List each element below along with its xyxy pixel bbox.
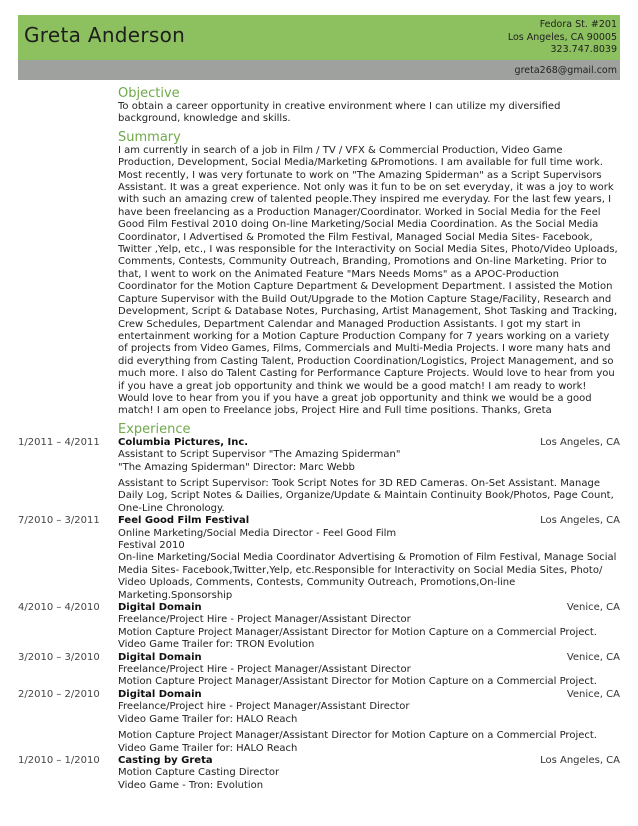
job-detail: Motion Capture Casting Director xyxy=(118,767,280,779)
job-company: Columbia Pictures, Inc. xyxy=(118,436,249,448)
job-location: Los Angeles, CA xyxy=(540,754,620,766)
job-company: Feel Good Film Festival xyxy=(118,515,250,527)
job-company: Digital Domain xyxy=(118,651,202,663)
job-company: Digital Domain xyxy=(118,602,202,614)
experience-entry xyxy=(18,688,620,755)
job-header xyxy=(118,437,620,449)
job-detail: Freelance/Project hire - Project Manager/Assistant Director xyxy=(118,701,410,713)
job-detail: On-line Marketing/Social Media Coordinator Advertising & Promotion of Film Festival, Manage Social Media Sites- Facebook,Twitter,Yelp, etc.Responsible for Interactivity on Social Media Sites, Photo/ Video Uploads, Comments, Contests, Community Outreach, Promotions,On-line Marketing.Sponsorship xyxy=(118,552,617,601)
job-detail: Festival 2010 xyxy=(118,540,185,551)
job-detail: "The Amazing Spiderman" Director: Marc Webb xyxy=(118,461,355,473)
resume-body xyxy=(18,86,620,792)
contact-email: greta268@gmail.com xyxy=(514,65,617,76)
address-phone: 323.747.8039 xyxy=(550,44,617,55)
address-city: Los Angeles, CA 90005 xyxy=(507,31,617,43)
job-location: Venice, CA xyxy=(566,602,620,614)
job-detail: Video Game - Tron: Evolution xyxy=(118,779,264,791)
job-dates: 7/2010 – 3/2011 xyxy=(18,515,100,527)
experience-heading: Experience xyxy=(118,421,191,437)
job-detail: Freelance/Project Hire - Project Manager/Assistant Director xyxy=(118,614,411,626)
job-header xyxy=(118,515,620,527)
job-dates: 2/2010 – 2/2010 xyxy=(18,688,100,700)
job-company: Digital Domain xyxy=(118,688,202,700)
job-detail: Freelance/Project Hire - Project Manager/Assistant Director xyxy=(118,664,411,676)
job-dates: 4/2010 – 4/2010 xyxy=(18,602,100,614)
job-detail: Assistant to Script Supervisor: Took Script Notes for 3D RED Cameras. On-Set Assistant. Manage Daily Log, Script Notes & Dailies, Organize/Update & Maintain Continuity Book/Photos, Page Count, One-Line Chronology. xyxy=(118,477,614,514)
job-detail: Motion Capture Project Manager/Assistant Director for Motion Capture on a Commercial Project. xyxy=(118,626,597,638)
contact-address xyxy=(508,19,617,57)
job-header xyxy=(118,652,620,664)
experience-list xyxy=(18,436,620,792)
header-bar xyxy=(18,15,620,60)
job-header xyxy=(118,755,620,767)
address-street: Fedora St. #201 xyxy=(539,19,617,30)
job-location: Los Angeles, CA xyxy=(540,515,620,527)
job-detail: Video Game Trailer for: TRON Evolution xyxy=(118,639,315,651)
job-detail: Online Marketing/Social Media Director - Feel Good Film xyxy=(118,527,397,539)
job-detail: Video Game Trailer for: HALO Reach xyxy=(118,742,298,754)
experience-entry xyxy=(18,436,620,515)
job-location: Venice, CA xyxy=(566,651,620,663)
objective-heading: Objective xyxy=(118,86,180,101)
job-header xyxy=(118,689,620,701)
job-location: Los Angeles, CA xyxy=(540,436,620,448)
summary-text: I am currently in search of a job in Film / TV / VFX & Commercial Production, Video Game Production, Development, Social Media/Marketing &Promotions. I am available for full time work. Most recently, I was very fortunate to work on "The Amazing Spiderman" as a Script Supervisors Assistant. It was a great experience. Not only was it fun to be on set everyday, it was a joy to work with such an amazing crew of talented people.They inspired me everyday. For the last few years, I have been freelancing as a Production Manager/Coordinator. Worked in Social Media for the Feel Good Film Festival 2010 doing On-line Marketing/Social Media Coordination. As the Social Media Coordinator, I Advertised & Promoted the Film Festival, Managed Social Media Sites- Facebook, Twitter ,Yelp, etc., I was responsible for the Interactivity on Social Media Sites, Photo/Video Uploads, Comments, Contests, Community Outreach, Branding, Promotions and On-line Marketing. Prior to that, I went to work on the Animated Feature "Mars Needs Moms" as a APOC-Production Coordinator for the Motion Capture Department & Development Department. I assisted the Motion Capture Supervisor with the Build Out/Upgrade to the Motion Capture Stage/Facility, Research and Development, Script & Database Notes, Purchasing, Artist Management, Shot Tasking and Tracking, Crew Schedules, Department Calendar and Managed Production Assistants. I got my start in entertainment working for a Motion Capture Production Company for 7 years working on a variety of projects from Video Games, Films, Commercials and Multi-Media Projects. I wore many hats and did everything from Casting Talent, Production Coordination/Logistics, Project Management, and so much more. I also do Talent Casting for Performance Capture Projects. Would love to hear from you if you have a great job opportunity and think we would be a good match! I am ready to work! Would love to hear from you if you have a great job opportunity and think we would be a good match! I am open to Freelance jobs, Project Hire and Full time positions. Thanks, Greta xyxy=(118,144,618,417)
job-dates: 3/2010 – 3/2010 xyxy=(18,651,100,663)
experience-entry xyxy=(18,754,620,792)
candidate-name: Greta Anderson xyxy=(24,23,186,47)
job-location: Venice, CA xyxy=(566,688,620,700)
experience-entry xyxy=(18,651,620,689)
job-detail: Video Game Trailer for: HALO Reach xyxy=(118,713,298,725)
job-detail: Motion Capture Project Manager/Assistant Director for Motion Capture on a Commercial Project. xyxy=(118,730,597,742)
job-dates: 1/2011 – 4/2011 xyxy=(18,436,100,448)
job-detail: Assistant to Script Supervisor "The Amazing Spiderman" xyxy=(118,449,401,461)
email-bar xyxy=(18,60,620,80)
objective-text: To obtain a career opportunity in creative environment where I can utilize my diversified background, knowledge and skills. xyxy=(118,101,561,125)
job-detail: Motion Capture Project Manager/Assistant Director for Motion Capture on a Commercial Project. xyxy=(118,676,597,688)
experience-entry xyxy=(18,602,620,652)
job-header xyxy=(118,602,620,614)
summary-heading: Summary xyxy=(118,129,181,145)
job-dates: 1/2010 – 1/2010 xyxy=(18,754,100,766)
job-company: Casting by Greta xyxy=(118,754,213,766)
experience-entry xyxy=(18,515,620,602)
